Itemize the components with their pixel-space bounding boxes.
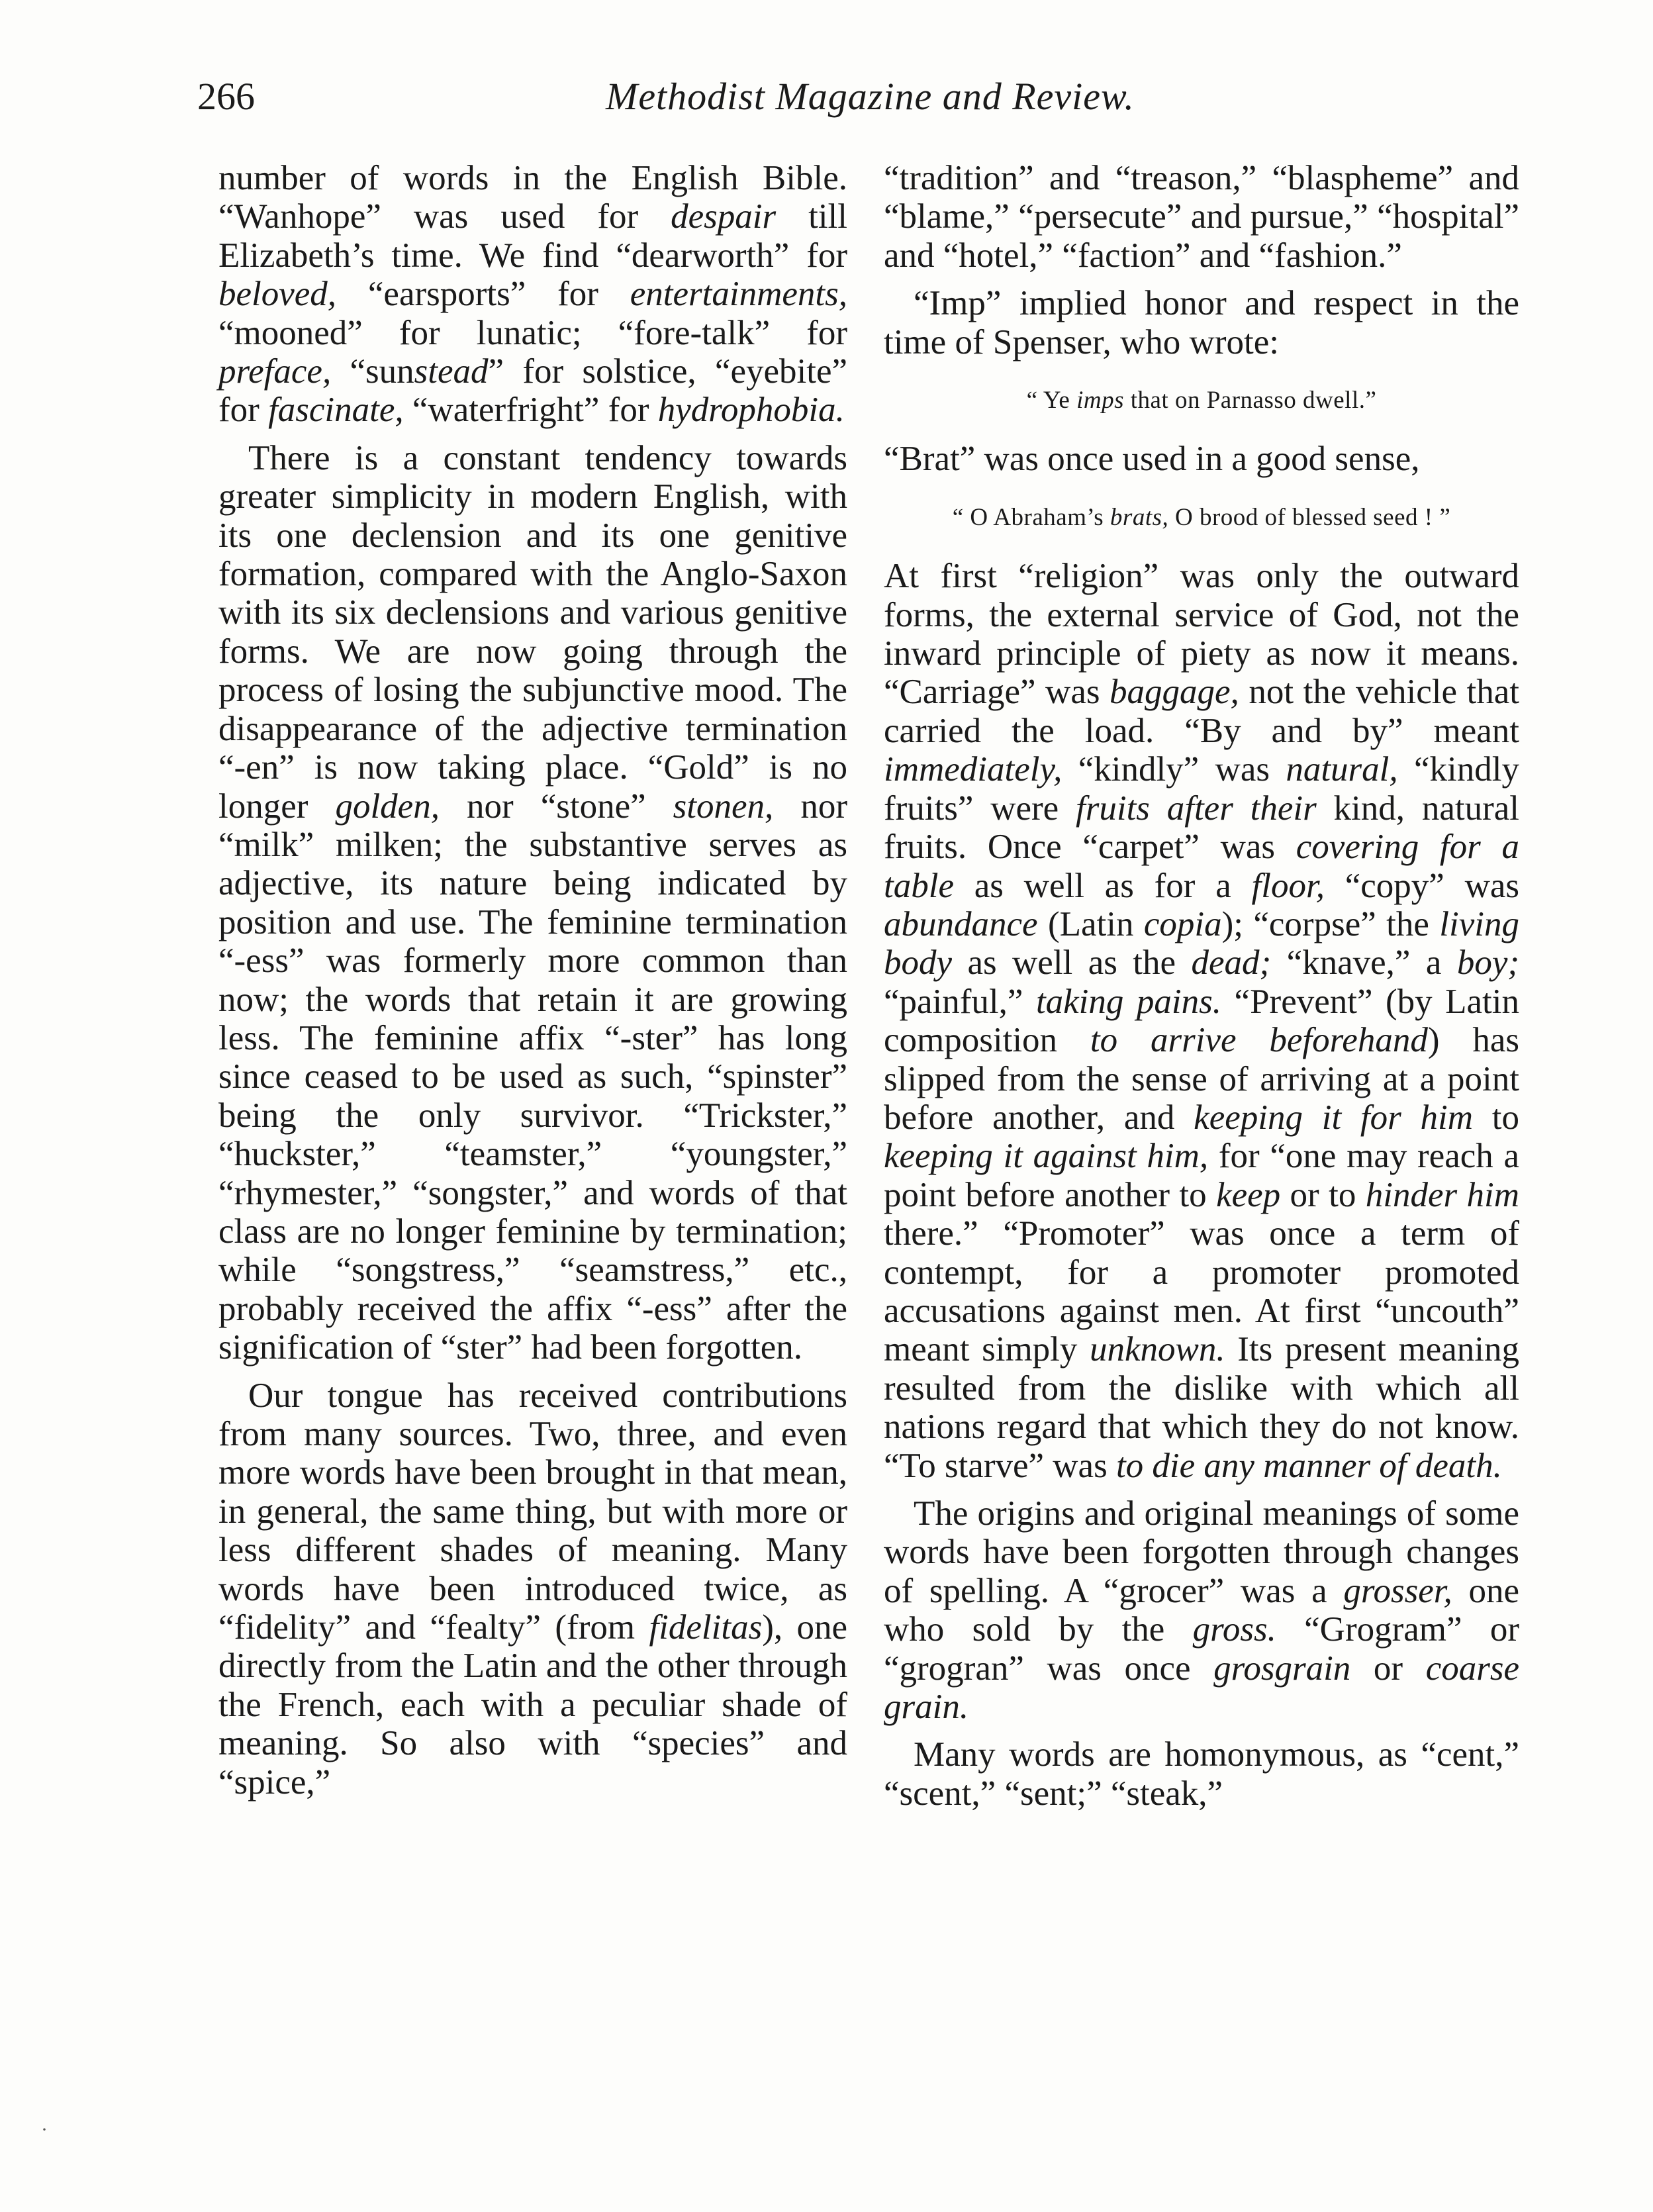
left-column — [218, 159, 847, 1811]
paragraph-right-2: “Imp” implied honor and respect in the time of Spenser, who wrote: — [884, 284, 1519, 361]
paragraph-right-6: Many words are homonymous, as “cent,” “scent,” “sent;” “steak,” — [884, 1735, 1519, 1813]
paragraph-left-2: There is a constant tendency towards greater simplicity in modern English, with its one declension and its one genitive formation, compared with the Anglo-Saxon with its six declensions and various genitive forms. We are now going through the process of losing the subjunctive mood. The disappearance of the adjective termination “-en” is now taking place. “Gold” is no longer golden, nor “stone” stonen, nor “milk” milken; the substantive serves as adjective, its nature being indicated by position and use. The feminine termination “-ess” was formerly more common than now; the words that retain it are growing less. The feminine affix “-ster” has long since ceased to be used as such, “spinster” being the only survivor. “Trickster,” “huckster,” “teamster,” “youngster,” “rhymester,” “songster,” and words of that class are no longer feminine by termination; while “songstress,” “seamstress,” etc., probably received the affix “-ess” after the signification of “ster” had been forgotten. — [218, 438, 847, 1367]
abraham-quote: “ O Abraham’s brats, O brood of blessed seed ! ” — [952, 503, 1451, 531]
spenser-quote: “ Ye imps that on Parnasso dwell.” — [1026, 387, 1377, 414]
paragraph-right-4: At first “religion” was only the outward forms, the external service of God, not the inward principle of piety as now it means. “Carriage” was baggage, not the vehicle that carried the load. “By and by” meant immediately, “kindly” was natural, “kindly fruits” were fruits after their kind, natural fruits. Once “carpet” was covering for a table as well as for a floor, “copy” was abundance (Latin copia); “corpse” the living body as well as the dead; “knave,” a boy; “painful,” taking pains. “Prevent” (by Latin composition to arrive beforehand) has slipped from the sense of arriving at a point before another, and keeping it for him to keeping it against him, for “one may reach a point before another to keep or to hinder him there.” “Promoter” was once a term of contempt, for a promoter promoted accusations against men. At first “uncouth” meant simply unknown. Its present meaning resulted from the dislike with which all nations regard that which they do not know. “To starve” was to die any manner of death. — [884, 557, 1520, 1485]
paragraph-right-5: The origins and original meanings of some words have been forgotten through changes of spelling. A “grocer” was a grosser, one who sold by the gross. “Grogram” or “grogran” was once grosgrain or coarse grain. — [884, 1494, 1519, 1727]
page-number: 266 — [197, 75, 255, 118]
running-title: Methodist Magazine and Review. — [606, 75, 1135, 118]
right-column — [884, 159, 1519, 1822]
margin-mark: · — [41, 2119, 48, 2140]
paragraph-left-3: Our tongue has received contributions from many sources. Two, three, and even more words have been brought in that mean, in general, the same thing, but with more or less different shades of meaning. Many words have been introduced twice, as “fidelity” and “fealty” (from fidelitas), one directly from the Latin and the other through the French, each with a peculiar shade of meaning. So also with “species” and “spice,” — [218, 1376, 847, 1802]
paragraph-right-3: “Brat” was once used in a good sense, — [884, 440, 1420, 479]
paragraph-right-1: “tradition” and “treason,” “blaspheme” and “blame,” “persecute” and pursue,” “hospital” and “hotel,” “faction” and “fashion.” — [884, 159, 1519, 275]
paragraph-left-1: number of words in the English Bible. “Wanhope” was used for despair till Elizabeth’s time. We find “dearworth” for beloved, “earsports” for entertainments, “mooned” for lunatic; “fore-talk” for preface, “sunstead” for solstice, “eyebite” for fascinate, “waterfright” for hydrophobia. — [218, 159, 847, 430]
